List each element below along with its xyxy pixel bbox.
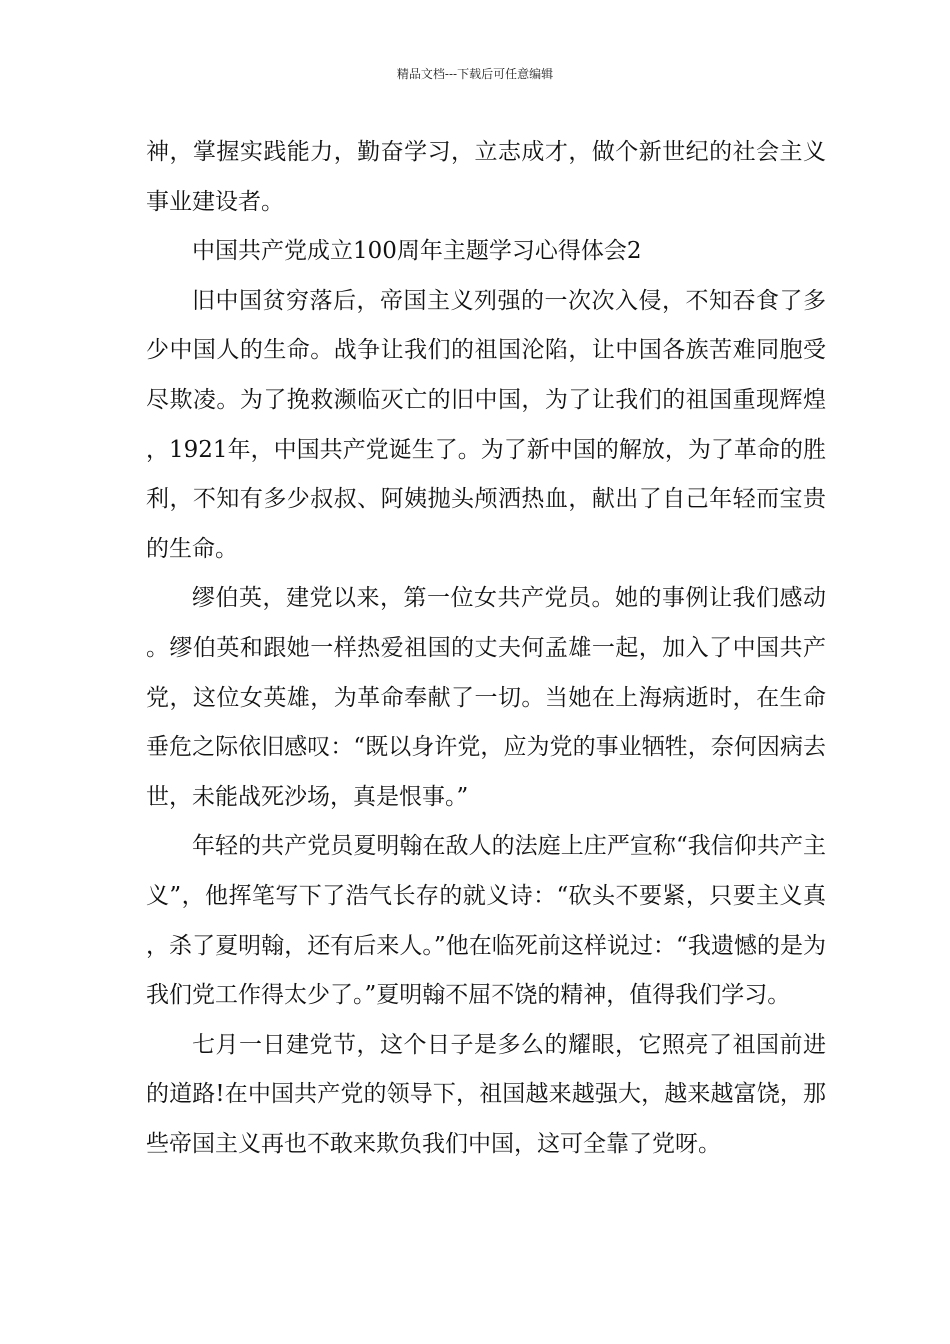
document-body [146,128,826,1169]
paragraph-1: 旧中国贫穷落后，帝国主义列强的一次次入侵，不知吞食了多少中国人的生命。战争让我们的祖国沦陷，让中国各族苦难同胞受尽欺凌。为了挽救濒临灭亡的旧中国，为了让我们的祖国重现辉煌，1921年，中国共产党诞生了。为了新中国的解放，为了革命的胜利，不知有多少叔叔、阿姨抛头颅洒热血，献出了自己年轻而宝贵的生命。 [146,287,826,562]
page-header: 精品文档---下载后可任意编辑 [396,67,554,81]
section-title: 中国共产党成立100周年主题学习心得体会2 [192,238,642,265]
paragraph-4: 七月一日建党节，这个日子是多么的耀眼，它照亮了祖国前进的道路!在中国共产党的领导下，祖国越来越强大，越来越富饶，那些帝国主义再也不敢来欺负我们中国，这可全靠了党呀。 [146,1031,826,1157]
paragraph-3: 年轻的共产党员夏明翰在敌人的法庭上庄严宣称“我信仰共产主义”，他挥笔写下了浩气长存的就义诗：“砍头不要紧，只要主义真，杀了夏明翰，还有后来人。”他在临死前这样说过：“我遗憾的是为我们党工作得太少了。”夏明翰不屈不饶的精神，值得我们学习。 [146,833,826,1009]
paragraph-continuation: 神，掌握实践能力，勤奋学习，立志成才，做个新世纪的社会主义事业建设者。 [146,139,826,215]
paragraph-2: 缪伯英，建党以来，第一位女共产党员。她的事例让我们感动。缪伯英和跟她一样热爱祖国的丈夫何孟雄一起，加入了中国共产党，这位女英雄，为革命奉献了一切。当她在上海病逝时，在生命垂危之际依旧感叹：“既以身许党，应为党的事业牺牲，奈何因病去世，未能战死沙场，真是恨事。” [146,585,826,810]
